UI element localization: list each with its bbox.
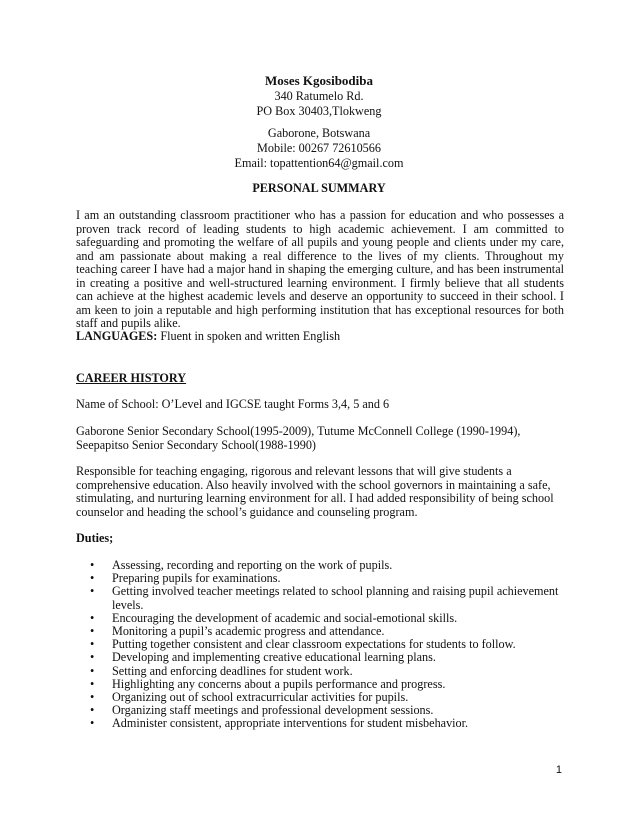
bullet-icon: • xyxy=(90,584,95,599)
bullet-icon: • xyxy=(90,637,95,652)
bullet-icon: • xyxy=(90,690,95,705)
bullet-icon: • xyxy=(90,558,95,572)
languages-value: Fluent in spoken and written English xyxy=(157,329,341,343)
list-item: • Assessing, recording and reporting on the work of pupils. xyxy=(90,558,393,572)
list-item: • Setting and enforcing deadlines for student work. xyxy=(90,663,353,678)
address-line-2: PO Box 30403,Tlokweng xyxy=(256,104,382,118)
bullet-icon: • xyxy=(90,703,95,718)
bullet-icon: • xyxy=(90,663,95,678)
list-item: • Administer consistent, appropriate interventions for student misbehavior. xyxy=(90,716,469,731)
school-line: Name of School: O’Level and IGCSE taught Forms 3,4, 5 and 6 xyxy=(76,397,390,411)
bullet-icon: • xyxy=(90,676,95,691)
responsibilities-text: Responsible for teaching engaging, rigorous and relevant lessons that will give students a comprehensive education. Also heavily involved with the school governors in maintaining a safe, stimulating, and nurturing learning environment for all. I had added responsibility of being school counselor and heading the school’s guidance and counseling program. xyxy=(76,464,554,519)
bullet-icon: • xyxy=(90,716,95,731)
bullet-icon: • xyxy=(90,610,95,625)
bullet-icon: • xyxy=(90,571,95,586)
languages-label: LANGUAGES: xyxy=(76,329,158,343)
career-history-heading: CAREER HISTORY xyxy=(76,371,187,385)
duties-heading: Duties; xyxy=(76,531,114,545)
list-item: • Developing and implementing creative educational learning plans. xyxy=(90,650,436,665)
list-item: • Putting together consistent and clear classroom expectations for students to follow. xyxy=(90,637,516,652)
email-address: Email: topattention64@gmail.com xyxy=(234,156,404,170)
personal-summary-text: I am an outstanding classroom practitioner who has a passion for education and who possesses a proven track record of leading students to high academic achievement. I am committed to safeguarding and promoting the welfare of all pupils and young people and clients under my care, and am passionate about making a real difference to the lives of my clients. Throughout my teaching career I have had a major hand in shaping the emerging culture, and has been instrumental in creating a positive and well-structured learning environment. I firmly believe that all students can achieve at the highest academic levels and deserve an opportunity to succeed in their school. I am keen to join a reputable and high performing institution that has exceptional resources for both staff and pupils alike. xyxy=(76,208,564,330)
personal-summary-heading: PERSONAL SUMMARY xyxy=(252,181,386,195)
duties-list xyxy=(76,559,564,731)
list-item: • Encouraging the development of academic and social-emotional skills. xyxy=(90,610,458,625)
candidate-name: Moses Kgosibodiba xyxy=(265,73,373,88)
bullet-icon: • xyxy=(90,650,95,665)
mobile-number: Mobile: 00267 72610566 xyxy=(257,141,381,155)
list-item: • Preparing pupils for examinations. xyxy=(90,571,281,586)
page-number: 1 xyxy=(555,764,562,776)
list-item: • Getting involved teacher meetings related to school planning and raising pupil achievement levels. xyxy=(90,584,559,612)
address-line-1: 340 Ratumelo Rd. xyxy=(274,89,364,103)
address-city: Gaborone, Botswana xyxy=(267,126,371,140)
languages-line xyxy=(76,330,564,344)
list-item: • Organizing out of school extracurricular activities for pupils. xyxy=(90,690,409,705)
list-item: • Highlighting any concerns about a pupils performance and progress. xyxy=(90,676,446,691)
list-item: • Monitoring a pupil’s academic progress and attendance. xyxy=(90,624,385,639)
schools-list-text: Gaborone Senior Secondary School(1995-2009), Tutume McConnell College (1990-1994), Seepapitso Senior Secondary School(1988-1990) xyxy=(76,424,521,452)
list-item: • Organizing staff meetings and professional development sessions. xyxy=(90,703,434,718)
bullet-icon: • xyxy=(90,624,95,639)
